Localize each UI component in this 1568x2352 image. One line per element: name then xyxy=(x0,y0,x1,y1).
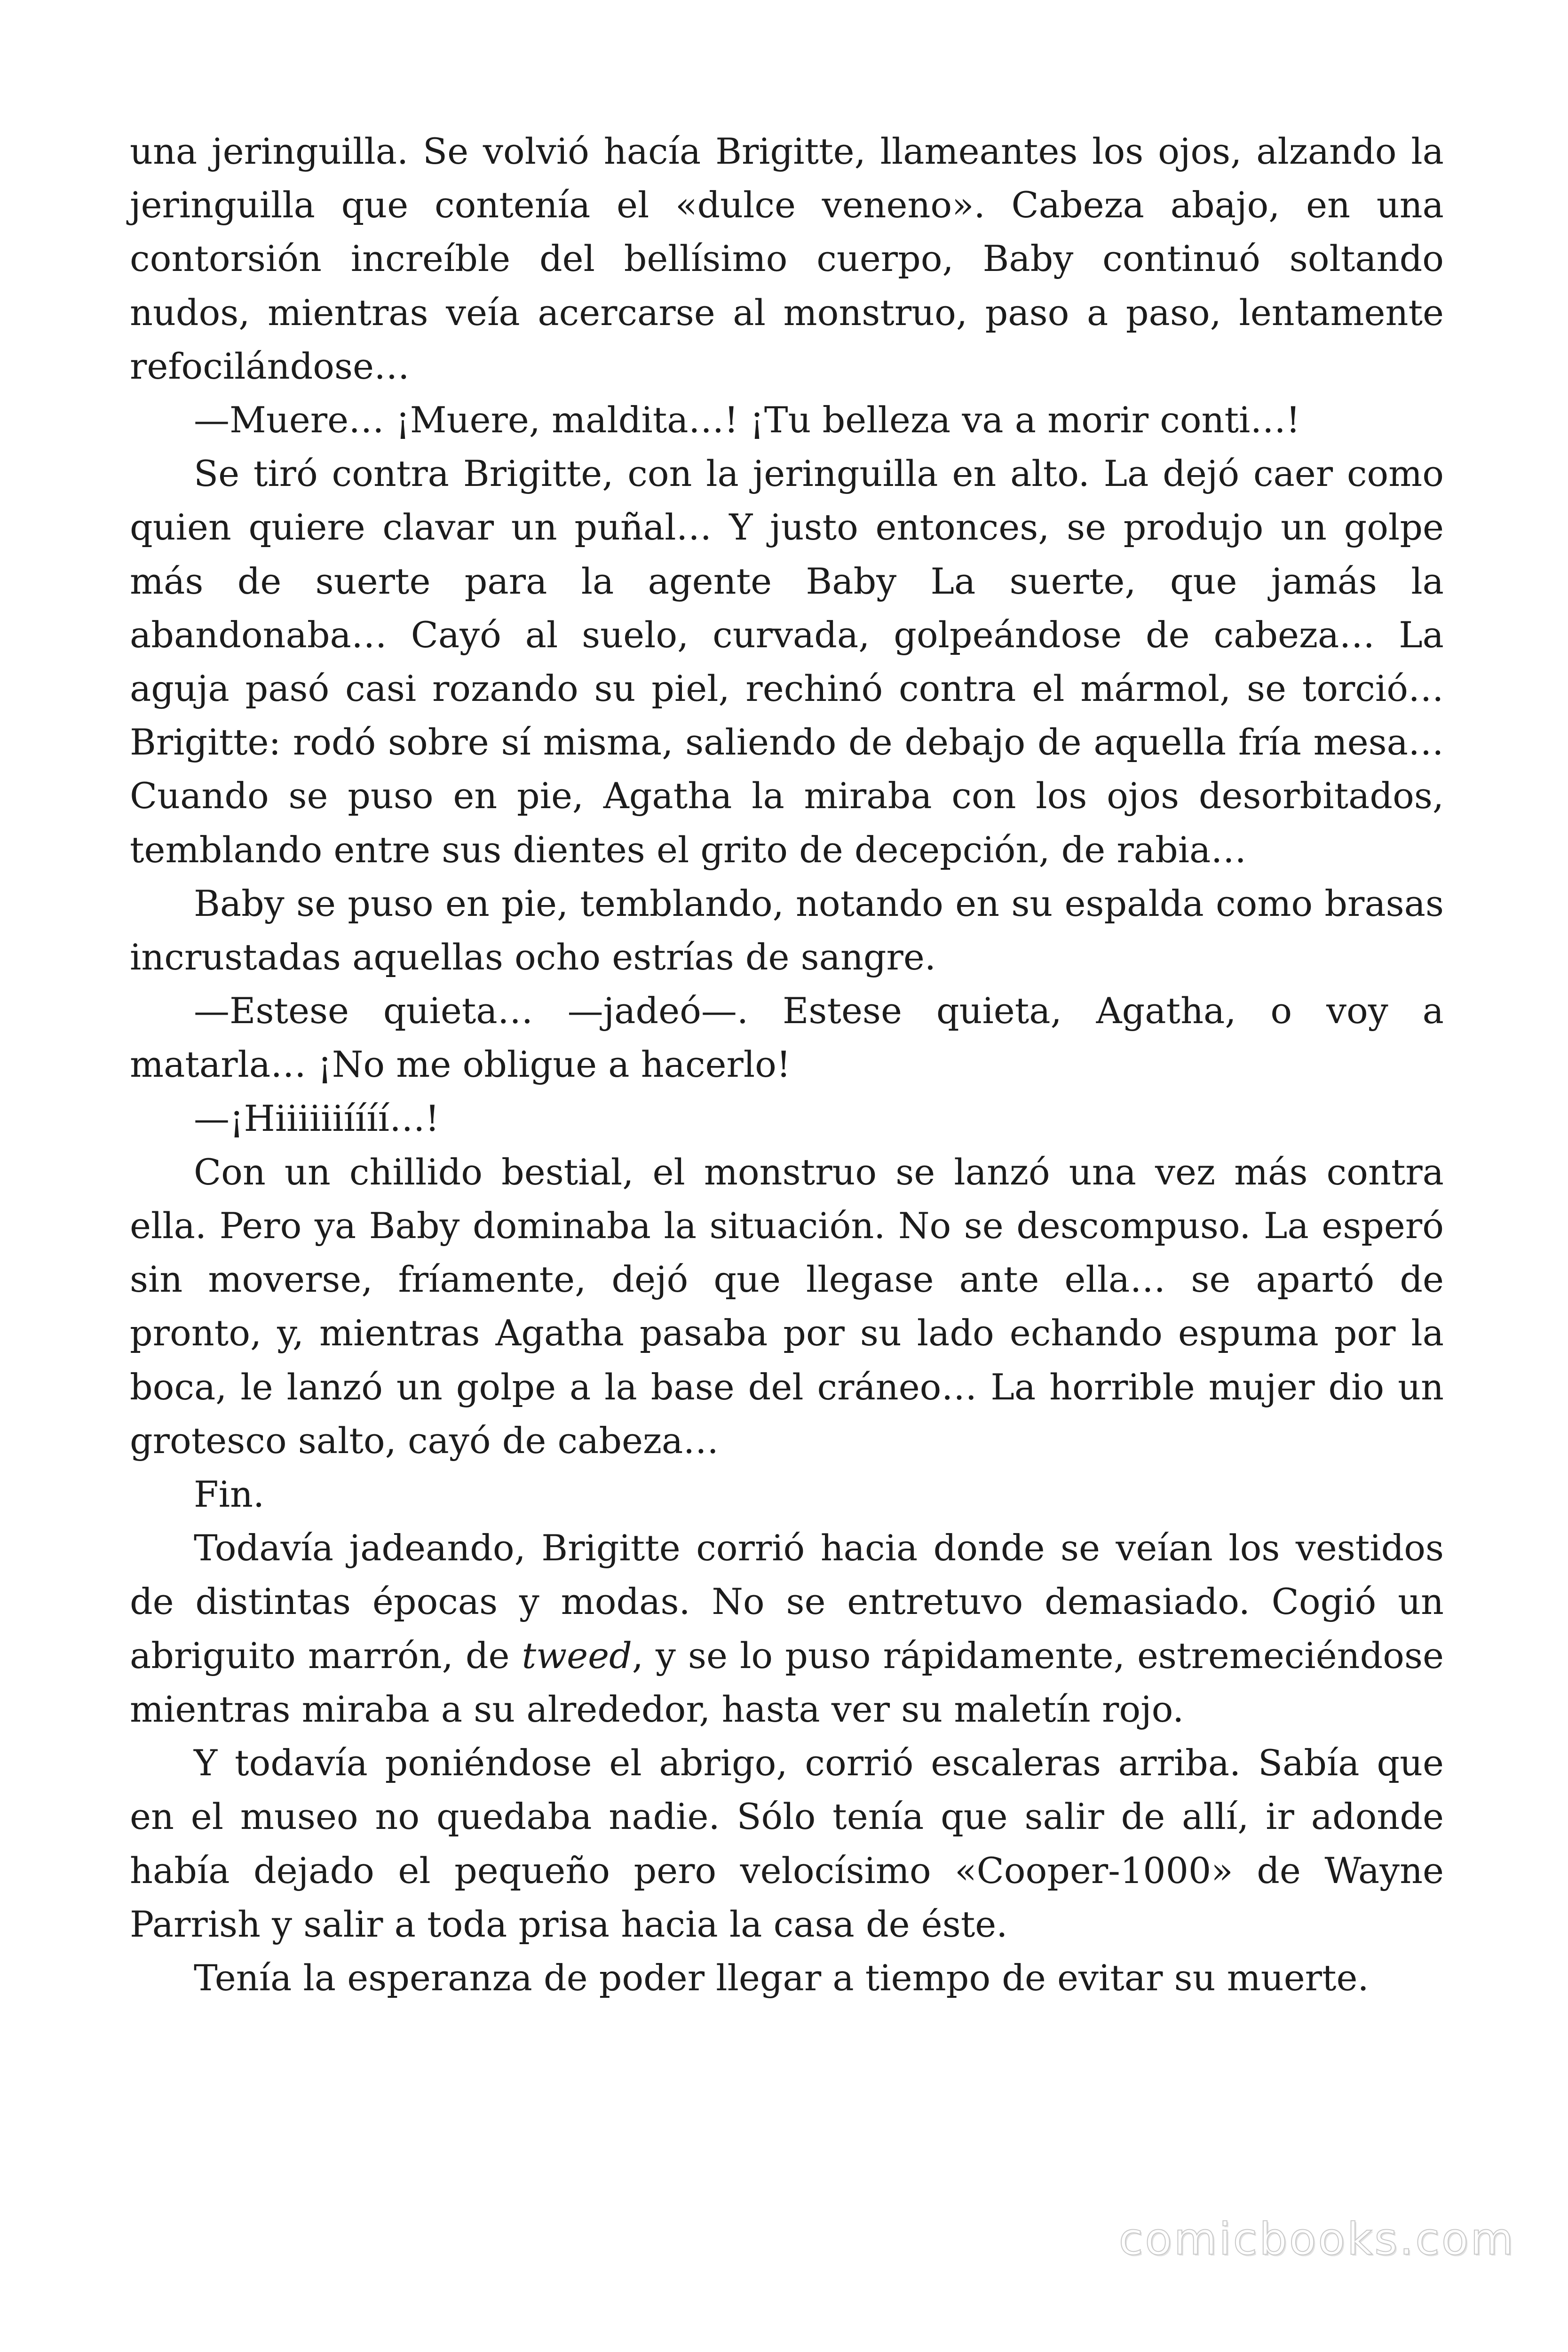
paragraph: Fin. xyxy=(194,1473,265,1516)
paragraph: Se tiró contra Brigitte, con la jeringuilla en alto. La dejó caer como quien quiere clavar un puñal… Y justo entonces, se produjo un golpe más de suerte para la agente Baby La suerte, que jamás la abandonaba… Cayó al suelo, curvada, golpeándose de cabeza… La aguja pasó casi rozando su piel, rechinó contra el mármol, se torció… Brigitte: rodó sobre sí misma, saliendo de debajo de aquella fría mesa… Cuando se puso en pie, Agatha la miraba con los ojos desorbitados, temblando entre sus dientes el grito de decepción, de rabia… xyxy=(130,453,1444,871)
paragraph: —Muere… ¡Muere, maldita…! ¡Tu belleza va a morir conti…! xyxy=(194,399,1300,441)
paragraph: Y todavía poniéndose el abrigo, corrió escaleras arriba. Sabía que en el museo no quedaba nadie. Sólo tenía que salir de allí, ir adonde había dejado el pequeño pero velocísimo «Cooper-1000» de Wayne Parrish y salir a toda prisa hacia la casa de éste. xyxy=(130,1742,1444,1945)
body-text xyxy=(130,125,1444,2005)
italic-word: tweed xyxy=(522,1634,632,1677)
watermark: comicbooks.com xyxy=(1118,2214,1515,2265)
paragraph: —Estese quieta… —jadeó—. Estese quieta, Agatha, o voy a matarla… ¡No me obligue a hacerlo! xyxy=(130,990,1444,1086)
paragraph: —¡Hiiiiiiíííí…! xyxy=(194,1097,440,1139)
paragraph-text-before: Todavía jadeando, Brigitte corrió hacia donde se veían los vestidos de distintas épocas y modas. No se entretuvo demasiado. Cogió un abriguito marrón, de xyxy=(130,1527,1444,1677)
paragraph: Con un chillido bestial, el monstruo se lanzó una vez más contra ella. Pero ya Baby dominaba la situación. No se descompuso. La esperó sin moverse, fríamente, dejó que llegase ante ella… se apartó de pronto, y, mientras Agatha pasaba por su lado echando espuma por la boca, le lanzó un golpe a la base del cráneo… La horrible mujer dio un grotesco salto, cayó de cabeza… xyxy=(130,1151,1444,1462)
paragraph: una jeringuilla. Se volvió hacía Brigitte, llameantes los ojos, alzando la jeringuilla que contenía el «dulce veneno». Cabeza abajo, en una contorsión increíble del bellísimo cuerpo, Baby continuó soltando nudos, mientras veía acercarse al monstruo, paso a paso, lentamente refocilándose… xyxy=(130,130,1444,387)
paragraph-text-after: , y se lo puso rápidamente, estremeciéndose mientras miraba a su alrededor, hasta ver su maletín rojo. xyxy=(130,1634,1444,1730)
paragraph-with-italic xyxy=(130,1521,1444,1736)
paragraph: Tenía la esperanza de poder llegar a tiempo de evitar su muerte. xyxy=(194,1956,1369,1999)
paragraph: Baby se puso en pie, temblando, notando en su espalda como brasas incrustadas aquellas ocho estrías de sangre. xyxy=(130,882,1444,978)
